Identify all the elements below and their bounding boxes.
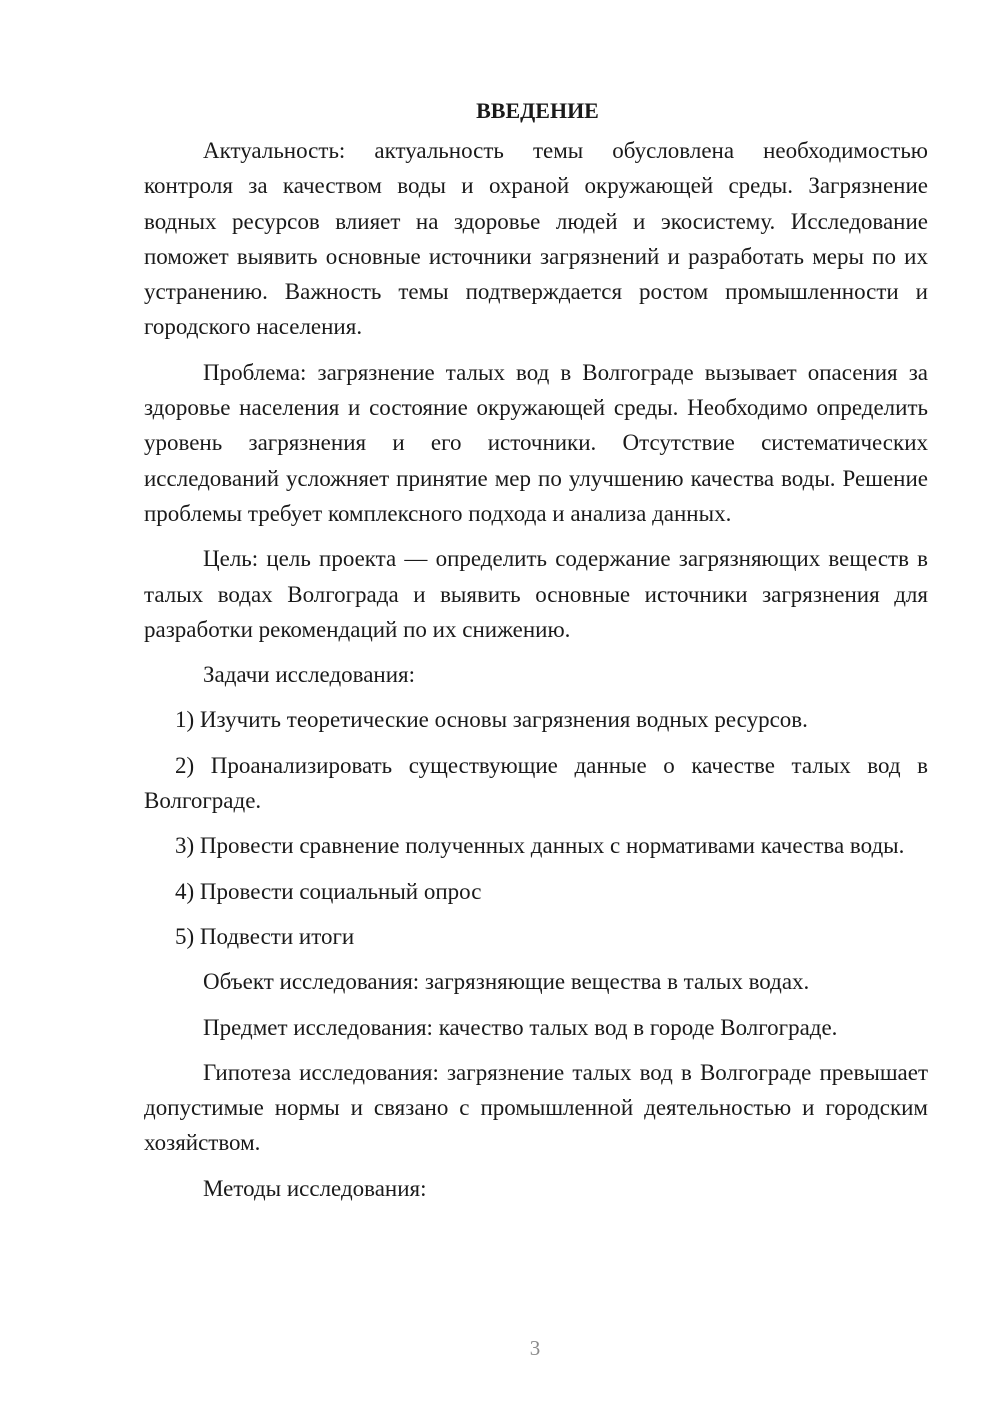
page-number: 3 (529, 1336, 541, 1360)
section-title: ВВЕДЕНИЕ (476, 98, 599, 123)
task-item-3: 3) Провести сравнение полученных данных с нормативами качества воды. (175, 833, 905, 859)
page-content (144, 93, 928, 1216)
methods-heading: Методы исследования: (203, 1175, 427, 1201)
task-item-2: 2) Проанализировать существующие данные о качестве талых вод в Волгограде. (144, 752, 928, 814)
paragraph-object: Объект исследования: загрязняющие вещества в талых водах. (203, 969, 810, 995)
paragraph-relevance: Актуальность: актуальность темы обусловлена необходимостью контроля за качеством воды и охраной окружающей среды. Загрязнение водных ресурсов влияет на здоровье людей и экосистему. Исследование поможет выявить основные источники загрязнений и разработать меры по их устранению. Важность темы подтверждается ростом промышленности и городского населения. (144, 138, 928, 340)
task-item-5: 5) Подвести итоги (175, 923, 355, 949)
tasks-heading: Задачи исследования: (203, 662, 416, 688)
paragraph-goal: Цель: цель проекта — определить содержание загрязняющих веществ в талых водах Волгограда и выявить основные источники загрязнения для разработки рекомендаций по их снижению. (144, 546, 928, 642)
task-item-4: 4) Провести социальный опрос (175, 878, 482, 904)
paragraph-problem: Проблема: загрязнение талых вод в Волгограде вызывает опасения за здоровье населения и состояние окружающей среды. Необходимо определить уровень загрязнения и его источники. Отсутствие систематических исследований усложняет принятие мер по улучшению качества воды. Решение проблемы требует комплексного подхода и анализа данных. (144, 359, 928, 526)
task-item-1: 1) Изучить теоретические основы загрязнения водных ресурсов. (175, 707, 808, 733)
paragraph-subject: Предмет исследования: качество талых вод в городе Волгограде. (203, 1014, 838, 1040)
paragraph-hypothesis: Гипотеза исследования: загрязнение талых вод в Волгограде превышает допустимые нормы и связано с промышленной деятельностью и городским хозяйством. (144, 1059, 928, 1156)
